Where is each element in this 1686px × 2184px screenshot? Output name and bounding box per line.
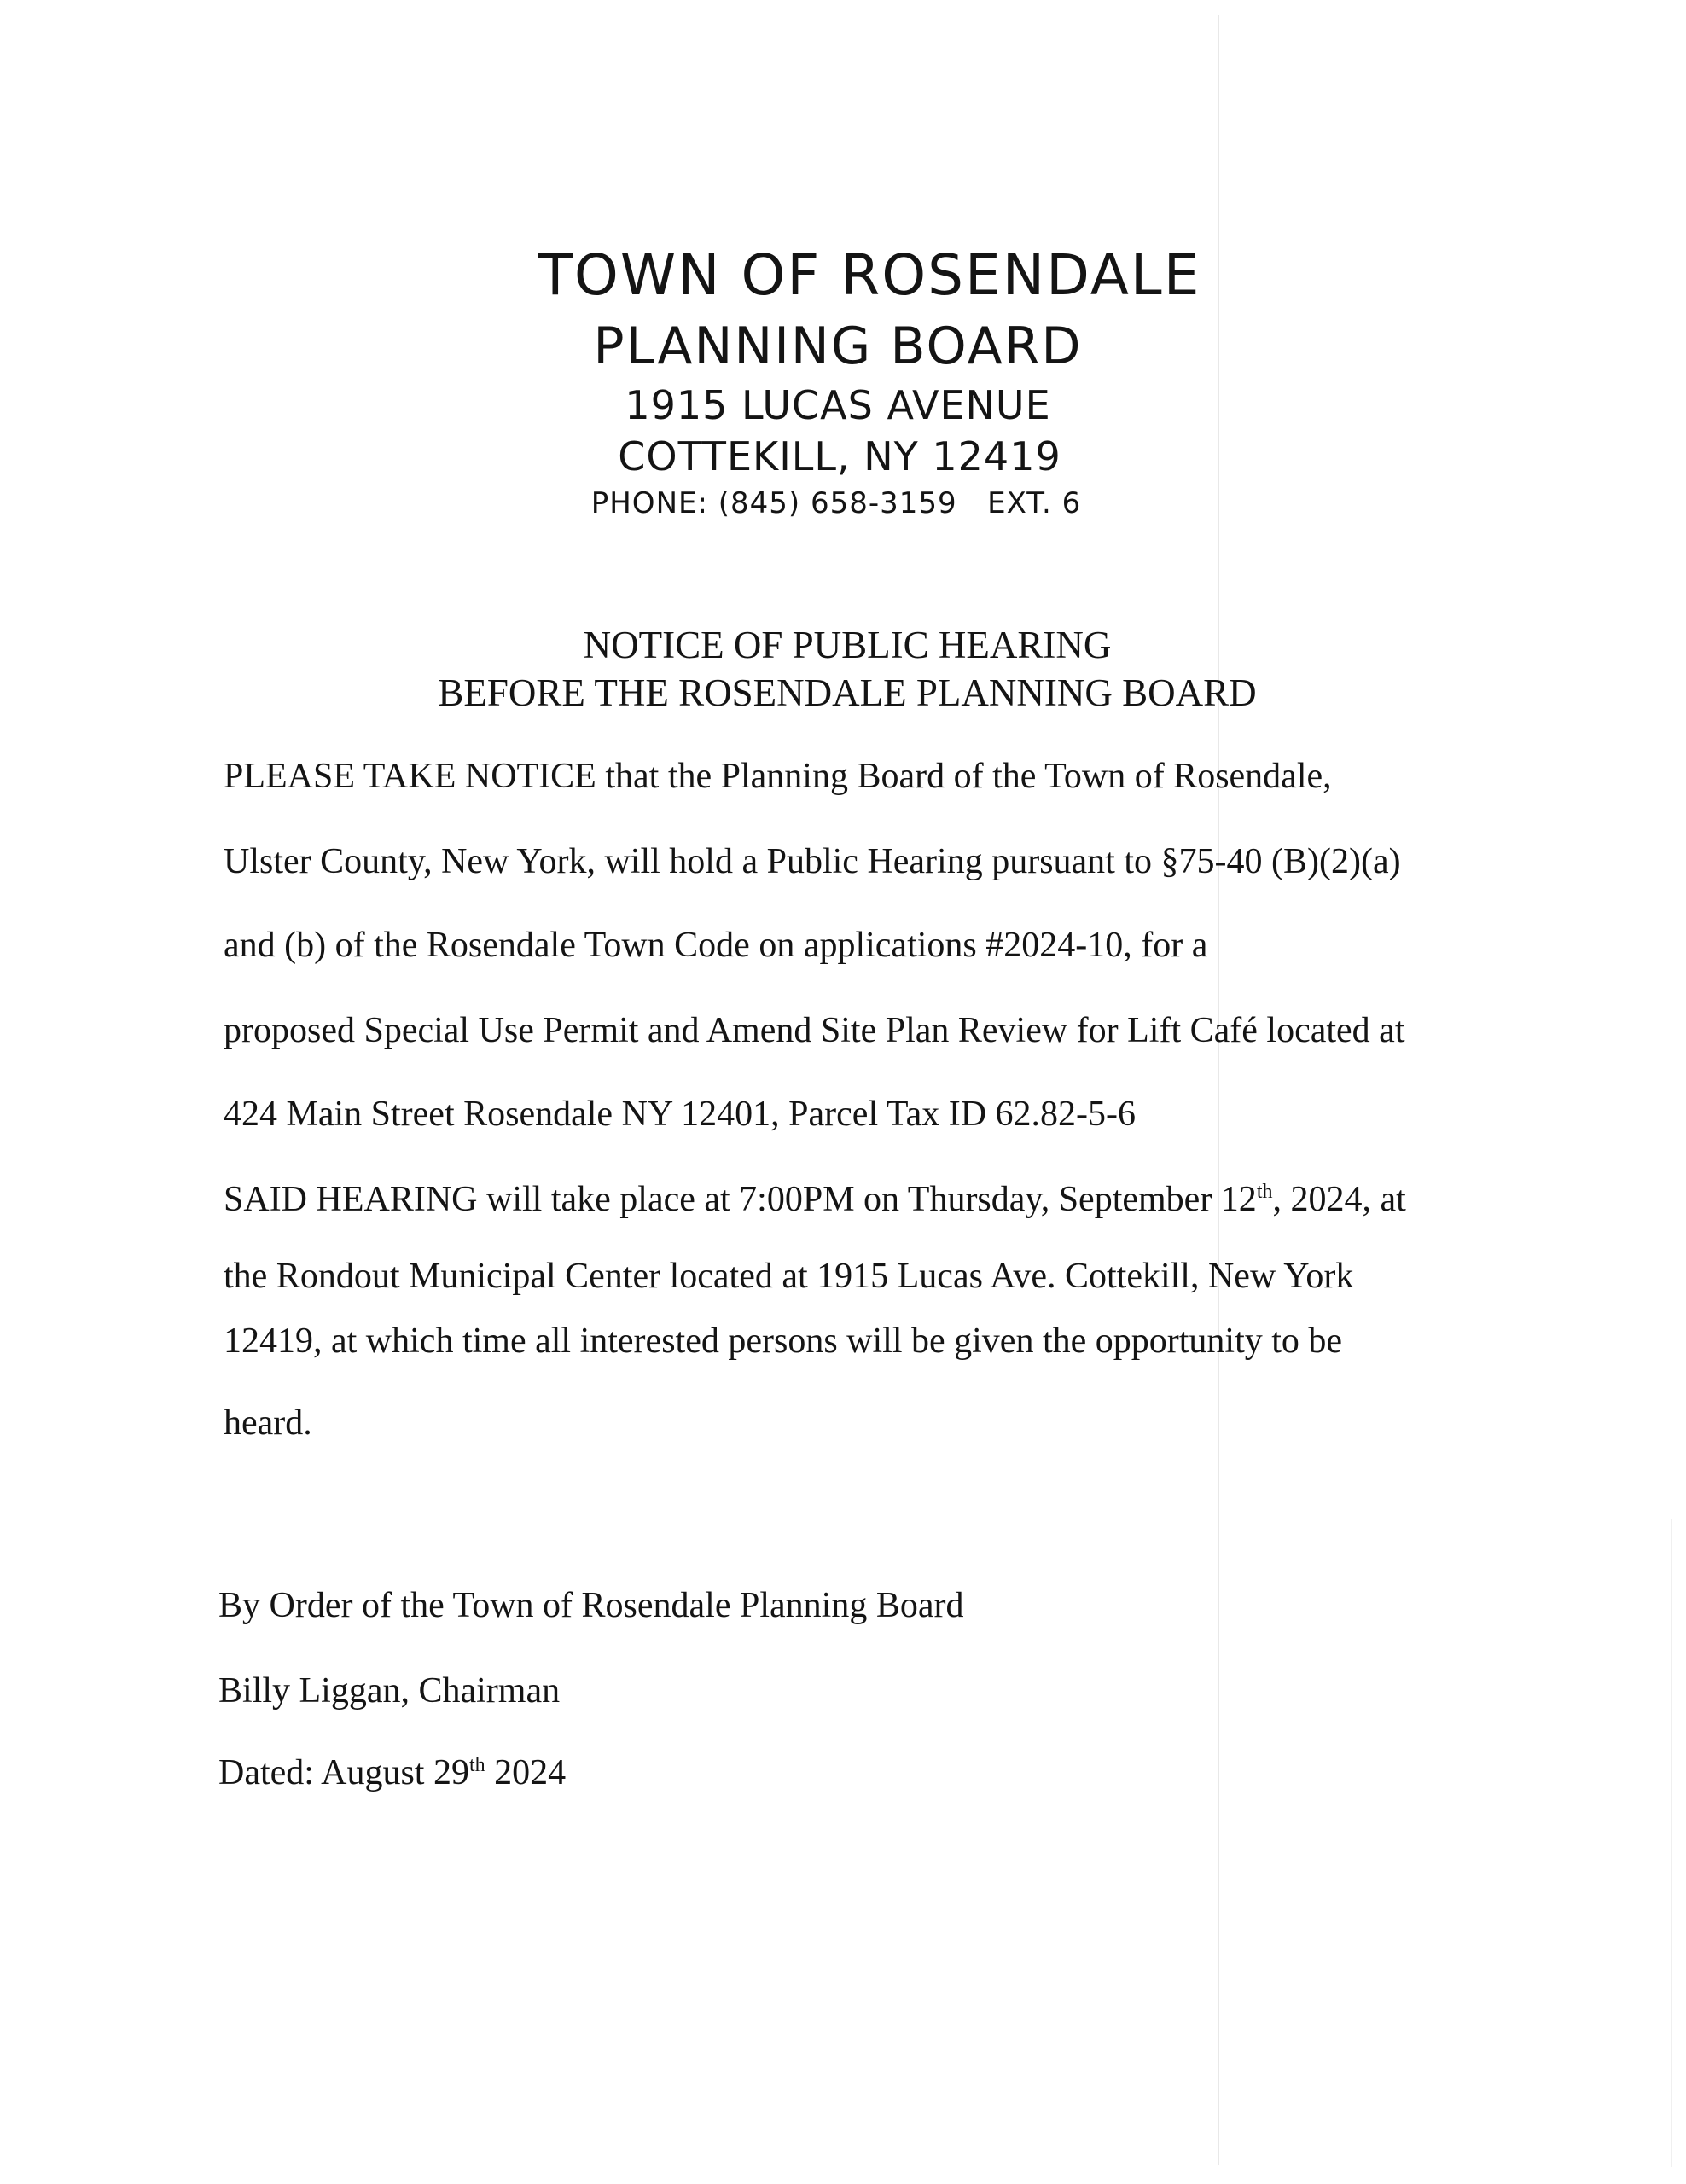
paragraph1-line-3: and (b) of the Rosendale Town Code on applications #2024-10, for a bbox=[224, 926, 1208, 965]
paragraph1-line-1: PLEASE TAKE NOTICE that the Planning Board of the Town of Rosendale, bbox=[224, 757, 1332, 796]
order-line: By Order of the Town of Rosendale Planning Board bbox=[218, 1586, 964, 1625]
paragraph1-line-2: Ulster County, New York, will hold a Public Hearing pursuant to §75-40 (B)(2)(a) bbox=[224, 842, 1401, 881]
hearing-date-text: SAID HEARING will take place at 7:00PM on Thursday, September 12 bbox=[224, 1180, 1257, 1219]
dated-year: 2024 bbox=[485, 1753, 567, 1792]
notice-title bbox=[0, 621, 1686, 717]
paragraph2-line-4: heard. bbox=[224, 1403, 312, 1443]
notice-title-line-2: BEFORE THE ROSENDALE PLANNING BOARD bbox=[438, 671, 1257, 714]
chairman-line: Billy Liggan, Chairman bbox=[218, 1671, 561, 1711]
hearing-date-suffix: th bbox=[1256, 1181, 1273, 1203]
scan-edge-line bbox=[1671, 1519, 1672, 2167]
paragraph1-line-5: 424 Main Street Rosendale NY 12401, Parcel Tax ID 62.82-5-6 bbox=[224, 1095, 1137, 1134]
dated-line bbox=[218, 1752, 566, 1793]
letterhead-board: PLANNING BOARD bbox=[593, 317, 1083, 376]
dated-text: Dated: August 29 bbox=[218, 1753, 469, 1792]
dated-suffix: th bbox=[468, 1754, 485, 1776]
letterhead bbox=[0, 237, 1686, 526]
paragraph1-line-4: proposed Special Use Permit and Amend Site Plan Review for Lift Café located at bbox=[224, 1011, 1405, 1050]
letterhead-town: TOWN OF ROSENDALE bbox=[538, 242, 1201, 308]
hearing-date-year: , 2024, at bbox=[1272, 1180, 1406, 1219]
notice-title-line-1: NOTICE OF PUBLIC HEARING bbox=[583, 624, 1112, 666]
letterhead-phone: PHONE: (845) 658-3159 EXT. 6 bbox=[590, 486, 1082, 520]
letterhead-city: COTTEKILL, NY 12419 bbox=[618, 433, 1061, 479]
letterhead-street: 1915 LUCAS AVENUE bbox=[625, 382, 1051, 428]
paragraph2-line-1 bbox=[224, 1179, 1406, 1220]
paragraph2-line-3: 12419, at which time all interested persons will be given the opportunity to be bbox=[224, 1321, 1343, 1361]
paragraph2-line-2: the Rondout Municipal Center located at 1915 Lucas Ave. Cottekill, New York bbox=[224, 1257, 1354, 1296]
